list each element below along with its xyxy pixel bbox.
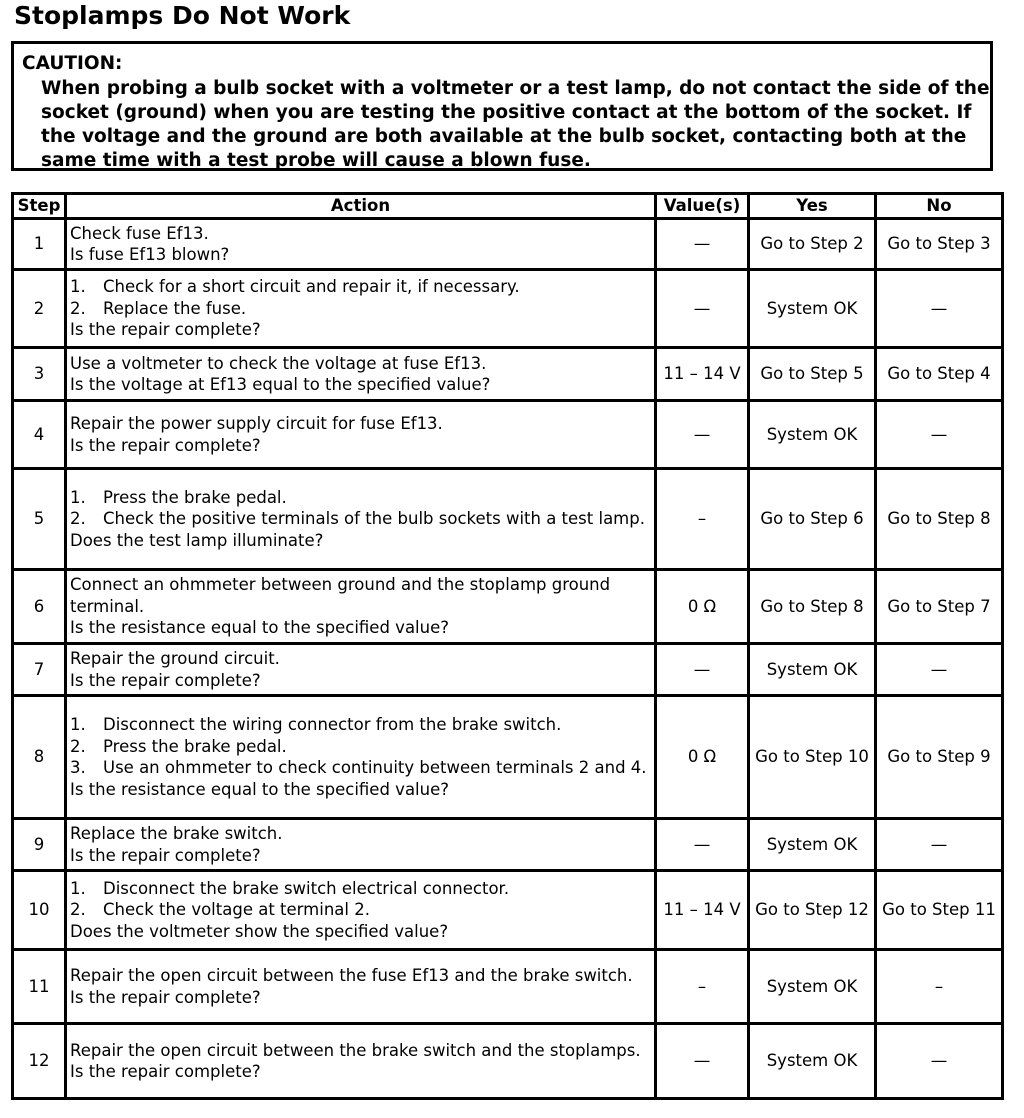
yes-cell: System OK [749,1024,876,1099]
action-cell [66,696,656,819]
yes-cell: System OK [749,401,876,469]
table-row [13,644,1003,696]
table-row [13,270,1003,348]
value-cell: 11 – 14 V [656,348,749,401]
value-cell: — [656,1024,749,1099]
action-question: Does the test lamp illuminate? [70,530,324,550]
yes-cell: Go to Step 5 [749,348,876,401]
action-line: Repair the power supply circuit for fuse Ef13. [70,414,443,433]
table-row [13,819,1003,871]
table-row [13,469,1003,570]
table-row [13,871,1003,950]
action-item: 2. Replace the fuse. [70,298,247,318]
yes-cell: Go to Step 10 [749,696,876,819]
value-cell: – [656,469,749,570]
value-cell: — [656,270,749,348]
action-cell [66,401,656,469]
action-cell [66,270,656,348]
caution-box [11,41,993,171]
action-item-number: 1. [70,487,86,507]
no-cell: – [876,950,1003,1024]
action-question: Is the resistance equal to the specified value? [70,779,450,799]
yes-cell: System OK [749,950,876,1024]
action-item: 1. Press the brake pedal. [70,487,287,507]
action-line: Is the repair complete? [70,845,261,865]
action-cell [66,348,656,401]
action-item: 3. Use an ohmmeter to check continuity between terminals 2 and 4. [70,758,647,777]
diagnostic-table [11,192,1004,1100]
yes-cell: Go to Step 8 [749,570,876,644]
page-title: Stoplamps Do Not Work [14,1,351,30]
action-line: Repair the open circuit between the brake switch and the stoplamps. [70,1040,641,1060]
action-question: Does the voltmeter show the specified value? [70,921,449,941]
action-line: Check fuse Ef13. [70,223,209,243]
action-cell [66,871,656,950]
no-cell: Go to Step 4 [876,348,1003,401]
header-action: Action [66,194,656,219]
action-cell [66,1024,656,1099]
action-line: Replace the brake switch. [70,824,283,843]
action-item: 2. Press the brake pedal. [70,736,287,756]
value-cell: — [656,644,749,696]
no-cell: Go to Step 9 [876,696,1003,819]
action-cell [66,950,656,1024]
no-cell: Go to Step 11 [876,871,1003,950]
step-number: 12 [13,1024,66,1099]
action-cell [66,219,656,270]
value-cell: 0 Ω [656,570,749,644]
action-line: Is fuse Ef13 blown? [70,245,230,264]
action-cell [66,570,656,644]
no-cell: — [876,819,1003,871]
action-item-number: 2. [70,298,86,318]
no-cell: Go to Step 7 [876,570,1003,644]
step-number: 9 [13,819,66,871]
action-line: Is the voltage at Ef13 equal to the specified value? [70,375,491,394]
step-number: 5 [13,469,66,570]
yes-cell: System OK [749,644,876,696]
value-cell: 0 Ω [656,696,749,819]
step-number: 11 [13,950,66,1024]
action-item-number: 2. [70,900,86,920]
no-cell: Go to Step 3 [876,219,1003,270]
no-cell: — [876,1024,1003,1099]
no-cell: — [876,644,1003,696]
action-question: Is the repair complete? [70,320,261,340]
header-no: No [876,194,1003,219]
value-cell: — [656,819,749,871]
yes-cell: System OK [749,270,876,348]
action-item-number: 2. [70,509,86,529]
action-item: 1. Disconnect the wiring connector from the brake switch. [70,715,562,734]
action-item-number: 1. [70,277,86,297]
header-values: Value(s) [656,194,749,219]
action-line: Is the repair complete? [70,435,261,455]
table-row [13,696,1003,819]
yes-cell: Go to Step 2 [749,219,876,270]
table-row [13,219,1003,270]
action-item-number: 1. [70,878,86,898]
step-number: 4 [13,401,66,469]
step-number: 8 [13,696,66,819]
caution-heading: CAUTION: [22,53,123,74]
yes-cell: Go to Step 6 [749,469,876,570]
table-row [13,950,1003,1024]
step-number: 3 [13,348,66,401]
caution-text: When probing a bulb socket with a voltmeter or a test lamp, do not contact the side of the socket (ground) when you are testing the positive contact at the bottom of the socket. If the voltage and the ground are both available at the bulb socket, contacting both at the same time with a test probe will cause a blown fuse. [41,78,990,171]
header-step: Step [13,194,66,219]
value-cell: 11 – 14 V [656,871,749,950]
action-line: Repair the ground circuit. [70,649,280,668]
action-line: Is the repair complete? [70,1062,261,1081]
action-line: Use a voltmeter to check the voltage at fuse Ef13. [70,353,487,373]
table-row [13,348,1003,401]
action-item: 1. Disconnect the brake switch electrical connector. [70,878,510,898]
value-cell: – [656,950,749,1024]
action-cell [66,819,656,871]
action-item-number: 1. [70,715,86,734]
no-cell: — [876,270,1003,348]
action-item: 2. Check the positive terminals of the bulb sockets with a test lamp. [70,509,645,529]
value-cell: — [656,401,749,469]
step-number: 6 [13,570,66,644]
action-line: Repair the open circuit between the fuse Ef13 and the brake switch. [70,966,633,985]
step-number: 2 [13,270,66,348]
action-line: Is the repair complete? [70,670,261,690]
action-line: Is the resistance equal to the specified value? [70,618,450,638]
step-number: 10 [13,871,66,950]
table-header-row [13,194,1003,219]
table-row [13,570,1003,644]
no-cell: Go to Step 8 [876,469,1003,570]
action-item: 1. Check for a short circuit and repair it, if necessary. [70,277,520,297]
header-yes: Yes [749,194,876,219]
step-number: 1 [13,219,66,270]
yes-cell: System OK [749,819,876,871]
table-body [13,219,1003,1099]
action-item-number: 3. [70,758,86,777]
action-line: Connect an ohmmeter between ground and the stoplamp ground terminal. [70,575,611,616]
action-item-number: 2. [70,736,86,756]
action-cell [66,469,656,570]
table-row [13,401,1003,469]
action-cell [66,644,656,696]
no-cell: — [876,401,1003,469]
table-row [13,1024,1003,1099]
action-line: Is the repair complete? [70,987,261,1007]
yes-cell: Go to Step 12 [749,871,876,950]
action-item: 2. Check the voltage at terminal 2. [70,900,370,920]
step-number: 7 [13,644,66,696]
value-cell: — [656,219,749,270]
